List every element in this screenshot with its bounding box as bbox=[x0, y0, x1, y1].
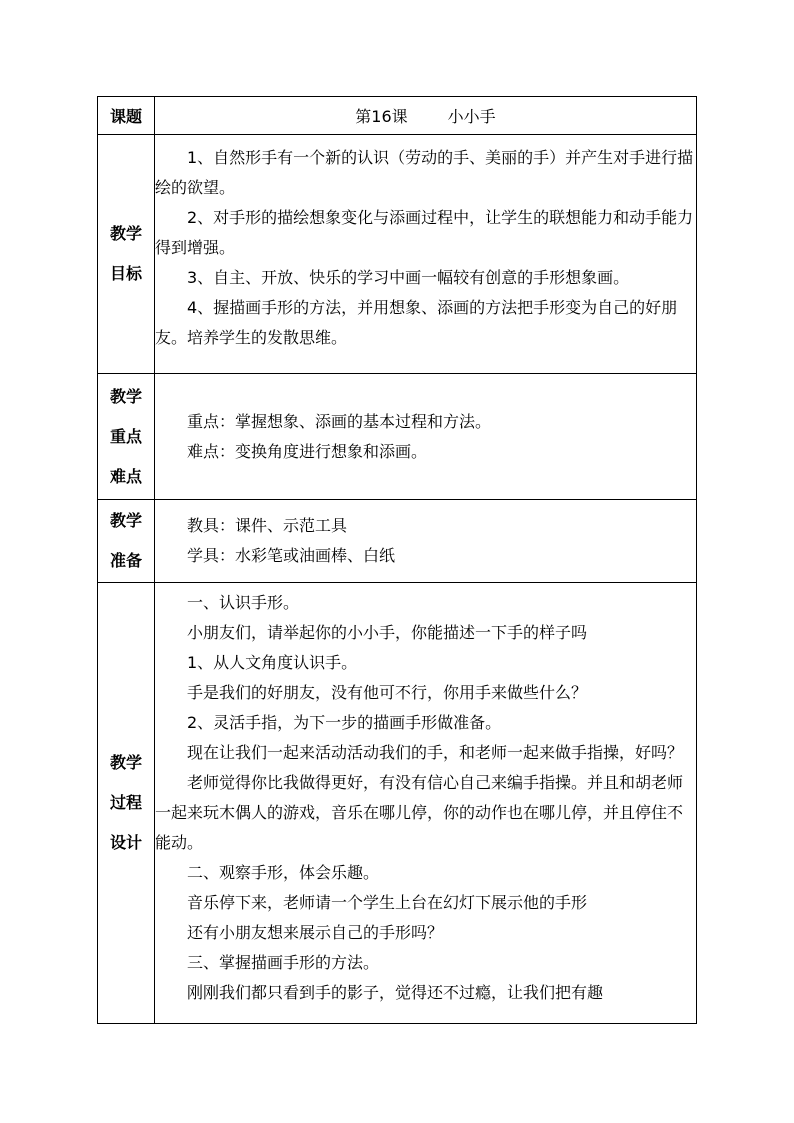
lesson-number: 第16课 bbox=[355, 107, 408, 126]
process-item: 还有小朋友想来展示自己的手形吗？ bbox=[187, 923, 444, 942]
lesson-plan-table bbox=[97, 96, 697, 1024]
process-item: 手是我们的好朋友，没有他可不行，你用手来做些什么？ bbox=[187, 683, 588, 702]
lesson-name: 小小手 bbox=[447, 107, 496, 126]
prep-label bbox=[98, 500, 155, 583]
prep-label-line: 准备 bbox=[109, 551, 142, 570]
prep-item: 学具：水彩笔或油画棒、白纸 bbox=[187, 546, 396, 565]
prep-row bbox=[98, 500, 697, 583]
keypoints-row bbox=[98, 374, 697, 500]
process-item: 三、掌握描画手形的方法。 bbox=[187, 953, 380, 972]
title-label: 课题 bbox=[98, 97, 155, 135]
process-item: 二、观察手形，体会乐趣。 bbox=[187, 863, 380, 882]
goals-label bbox=[98, 135, 155, 374]
prep-content bbox=[155, 500, 697, 583]
process-item: 老师觉得你比我做得更好，有没有信心自己来编手指操。并且和胡老师一起来玩木偶人的游戏，音乐在哪儿停，你的动作也在哪儿停，并且停住不能动。 bbox=[155, 773, 684, 852]
process-item: 音乐停下来，老师请一个学生上台在幻灯下展示他的手形 bbox=[187, 893, 588, 912]
keypoints-label-line: 教学 bbox=[109, 386, 142, 406]
process-item: 小朋友们，请举起你的小小手，你能描述一下手的样子吗 bbox=[187, 623, 588, 642]
lesson-title-cell bbox=[155, 97, 697, 135]
goals-label-line: 教学 bbox=[109, 224, 142, 243]
process-content bbox=[155, 583, 697, 1024]
prep-item: 教具：课件、示范工具 bbox=[187, 516, 348, 535]
process-item: 刚刚我们都只看到手的影子，觉得还不过瘾，让我们把有趣 bbox=[187, 983, 604, 1002]
process-item: 1、从人文角度认识手。 bbox=[187, 653, 358, 672]
goal-item: 2、对手形的描绘想象变化与添画过程中，让学生的联想能力和动手能力得到增强。 bbox=[155, 208, 694, 257]
process-item: 一、认识手形。 bbox=[187, 593, 300, 612]
keypoints-content bbox=[155, 374, 697, 500]
process-label bbox=[98, 583, 155, 1024]
goals-content bbox=[155, 135, 697, 374]
goal-item: 4、握描画手形的方法，并用想象、添画的方法把手形变为自己的好朋友。培养学生的发散思维。 bbox=[155, 298, 678, 347]
keypoints-label-line: 重点 bbox=[109, 426, 142, 446]
process-label-line: 设计 bbox=[109, 833, 142, 852]
goal-item: 3、自主、开放、快乐的学习中画一幅较有创意的手形想象画。 bbox=[187, 268, 630, 287]
keypoints-label-line: 难点 bbox=[109, 466, 142, 486]
process-label-line: 过程 bbox=[109, 793, 142, 812]
goal-item: 1、自然形手有一个新的认识（劳动的手、美丽的手）并产生对手进行描绘的欲望。 bbox=[155, 148, 694, 197]
keypoint-item: 重点：掌握想象、添画的基本过程和方法。 bbox=[187, 411, 492, 431]
goals-row bbox=[98, 135, 697, 374]
goals-label-line: 目标 bbox=[109, 264, 142, 283]
process-item: 现在让我们一起来活动活动我们的手，和老师一起来做手指操，好吗？ bbox=[187, 743, 684, 762]
title-row bbox=[98, 97, 697, 135]
prep-label-line: 教学 bbox=[109, 511, 142, 530]
process-label-line: 教学 bbox=[109, 753, 142, 772]
keypoints-label bbox=[98, 374, 155, 500]
process-row bbox=[98, 583, 697, 1024]
keypoint-item: 难点：变换角度进行想象和添画。 bbox=[187, 441, 428, 461]
process-item: 2、灵活手指，为下一步的描画手形做准备。 bbox=[187, 713, 502, 732]
